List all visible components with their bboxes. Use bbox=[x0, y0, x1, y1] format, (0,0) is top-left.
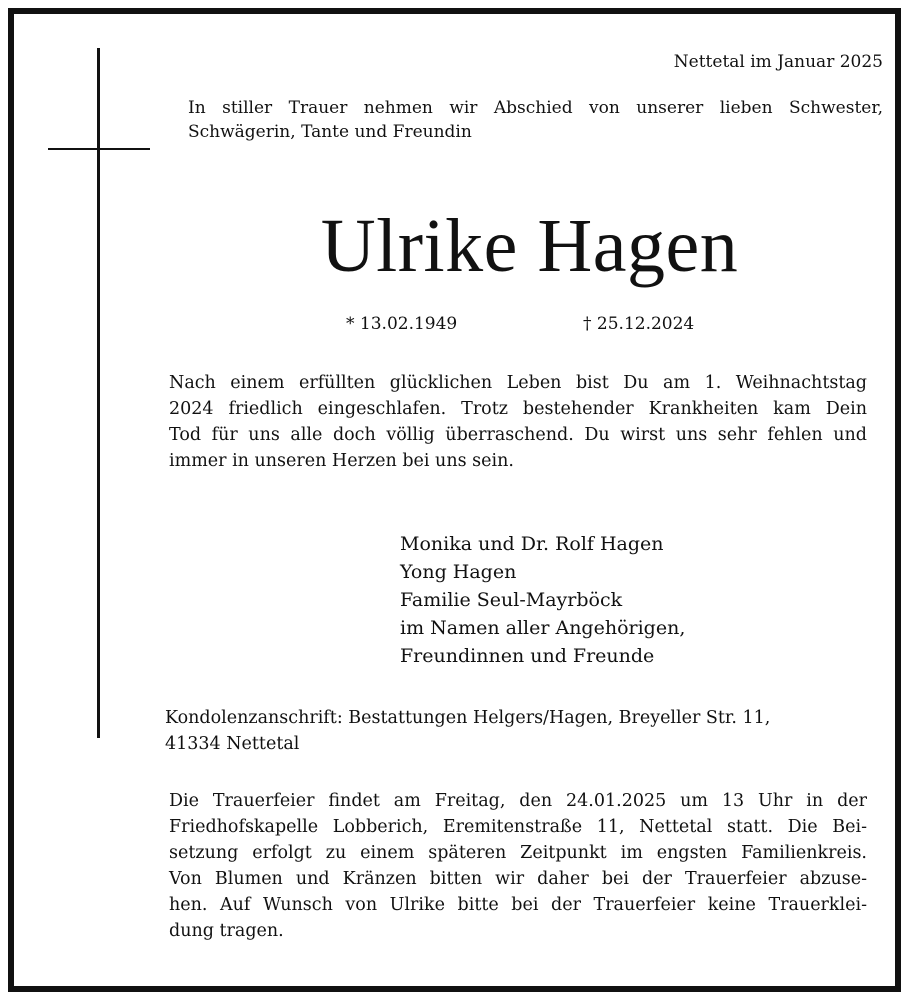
mourner-line: Freundinnen und Freunde bbox=[400, 645, 655, 667]
funeral-line: Friedhofskapelle Lobberich, Eremitenstraße 11, Nettetal statt. Die Bei- bbox=[169, 817, 867, 837]
message-line: Nach einem erfüllten glücklichen Leben bist Du am 1. Weihnachtstag bbox=[169, 373, 867, 393]
funeral-line: Von Blumen und Kränzen bitten wir daher bei der Trauerfeier abzuse- bbox=[169, 869, 867, 889]
condolence-line: Kondolenzanschrift: Bestattungen Helgers/Hagen, Breyeller Str. 11, bbox=[165, 708, 771, 728]
mourner-line: Familie Seul-Mayrböck bbox=[400, 589, 623, 611]
mourner-line: Yong Hagen bbox=[400, 561, 517, 583]
mourners-list bbox=[400, 530, 685, 670]
cross-icon-crossbar bbox=[48, 148, 150, 150]
funeral-details bbox=[169, 788, 867, 944]
funeral-line: Die Trauerfeier findet am Freitag, den 24.01.2025 um 13 Uhr in der bbox=[169, 791, 867, 811]
funeral-line: dung tragen. bbox=[169, 921, 284, 941]
funeral-line: setzung erfolgt zu einem späteren Zeitpunkt im engsten Familienkreis. bbox=[169, 843, 867, 863]
mourner-line: Monika und Dr. Rolf Hagen bbox=[400, 533, 664, 555]
intro-line: In stiller Trauer nehmen wir Abschied von unserer lieben Schwester, bbox=[188, 98, 883, 118]
birth-date: * 13.02.1949 bbox=[346, 314, 458, 334]
mourner-line: im Namen aller Angehörigen, bbox=[400, 617, 686, 639]
intro-line: Schwägerin, Tante und Freundin bbox=[188, 122, 472, 142]
message-line: Tod für uns alle doch völlig überraschend. Du wirst uns sehr fehlen und bbox=[169, 425, 867, 445]
message-line: 2024 friedlich eingeschlafen. Trotz bestehender Krankheiten kam Dein bbox=[169, 399, 867, 419]
deceased-name: Ulrike Hagen bbox=[320, 204, 739, 288]
death-date: † 25.12.2024 bbox=[583, 314, 695, 334]
place-date: Nettetal im Januar 2025 bbox=[673, 52, 883, 72]
condolence-address bbox=[165, 705, 825, 757]
funeral-line: hen. Auf Wunsch von Ulrike bitte bei der Trauerfeier keine Trauerklei- bbox=[169, 895, 867, 915]
farewell-message bbox=[169, 370, 867, 474]
cross-icon bbox=[97, 48, 100, 738]
message-line: immer in unseren Herzen bei uns sein. bbox=[169, 451, 514, 471]
condolence-line: 41334 Nettetal bbox=[165, 734, 300, 754]
intro-text bbox=[188, 96, 883, 144]
